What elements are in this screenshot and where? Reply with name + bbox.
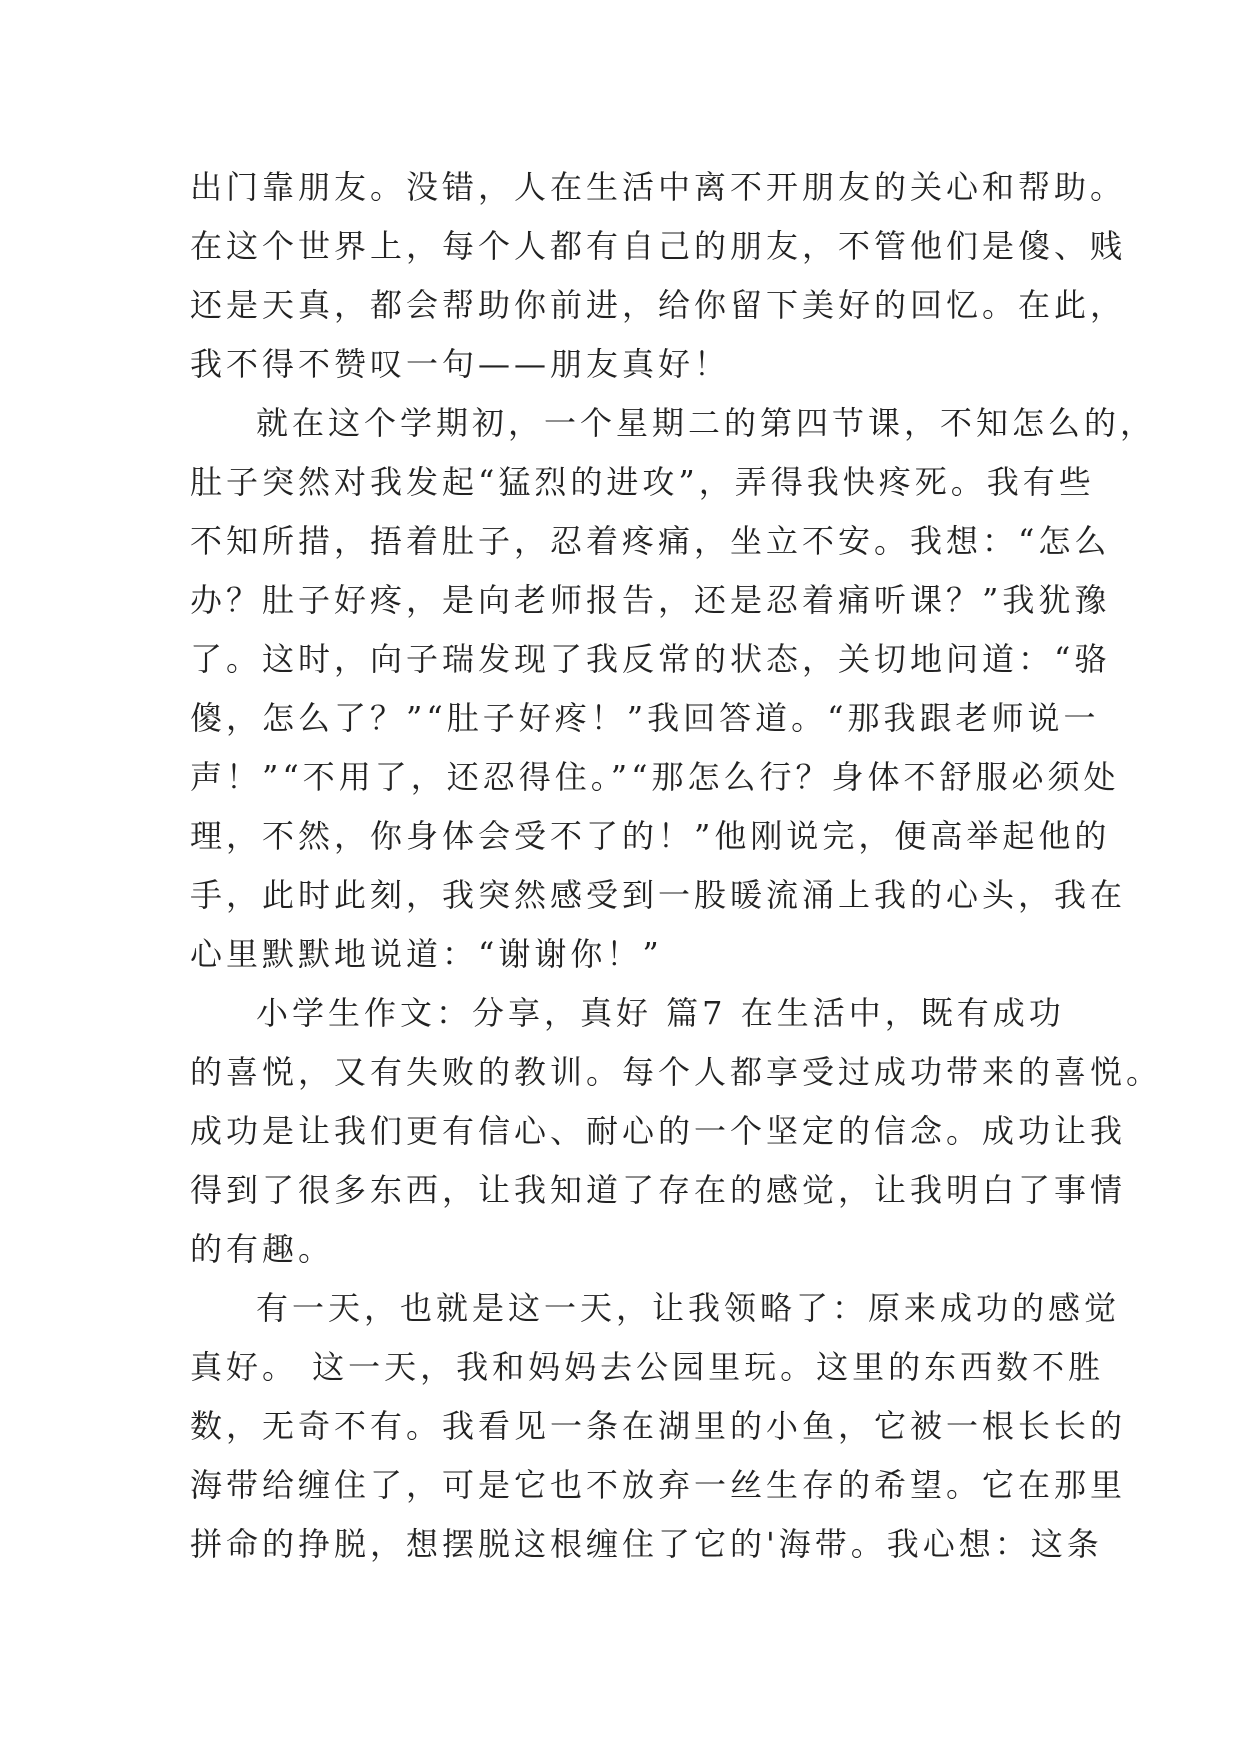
text-line: 的有趣。 [190, 1230, 335, 1268]
text-line: 成功是让我们更有信心、耐心的一个坚定的信念。成功让我 [190, 1112, 1127, 1150]
text-line: 了。这时，向子瑞发现了我反常的状态，关切地问道：“骆 [190, 640, 1111, 678]
essay-heading-line: 小学生作文：分享，真好 篇7 在生活中，既有成功 [256, 994, 1065, 1032]
text-line: 声！”“不用了，还忍得住。”“那怎么行？身体不舒服必须处 [190, 758, 1120, 796]
text-line: 得到了很多东西，让我知道了存在的感觉，让我明白了事情 [190, 1171, 1127, 1209]
text-line: 的喜悦，又有失败的教训。每个人都享受过成功带来的喜悦。 [190, 1053, 1163, 1091]
paragraph-first-line: 有一天，也就是这一天，让我领略了：原来成功的感觉 [256, 1289, 1121, 1327]
text-line: 不知所措，捂着肚子，忍着疼痛，坐立不安。我想：“怎么 [190, 522, 1111, 560]
text-line: 办？肚子好疼，是向老师报告，还是忍着痛听课？”我犹豫 [190, 581, 1111, 619]
text-line: 我不得不赞叹一句——朋友真好！ [190, 345, 731, 383]
text-line: 海带给缠住了，可是它也不放弃一丝生存的希望。它在那里 [190, 1466, 1127, 1504]
text-line: 手，此时此刻，我突然感受到一股暖流涌上我的心头，我在 [190, 876, 1127, 914]
document-body [190, 158, 1163, 1574]
text-line: 拼命的挣脱，想摆脱这根缠住了它的'海带。我心想：这条 [190, 1525, 1103, 1563]
text-line: 理，不然，你身体会受不了的！”他刚说完，便高举起他的 [190, 817, 1111, 855]
text-line: 数，无奇不有。我看见一条在湖里的小鱼，它被一根长长的 [190, 1407, 1127, 1445]
text-line: 真好。 这一天，我和妈妈去公园里玩。这里的东西数不胜 [190, 1348, 1105, 1386]
text-line: 在这个世界上，每个人都有自己的朋友，不管他们是傻、贱 [190, 227, 1127, 265]
text-line: 还是天真，都会帮助你前进，给你留下美好的回忆。在此， [190, 286, 1127, 324]
paragraph-first-line: 就在这个学期初，一个星期二的第四节课，不知怎么的， [256, 404, 1157, 442]
text-line: 肚子突然对我发起“猛烈的进攻”，弄得我快疼死。我有些 [190, 463, 1095, 501]
text-line: 心里默默地说道：“谢谢你！” [190, 935, 663, 973]
text-line: 傻，怎么了？”“肚子好疼！”我回答道。“那我跟老师说一 [190, 699, 1100, 737]
text-line: 出门靠朋友。没错，人在生活中离不开朋友的关心和帮助。 [190, 168, 1127, 206]
